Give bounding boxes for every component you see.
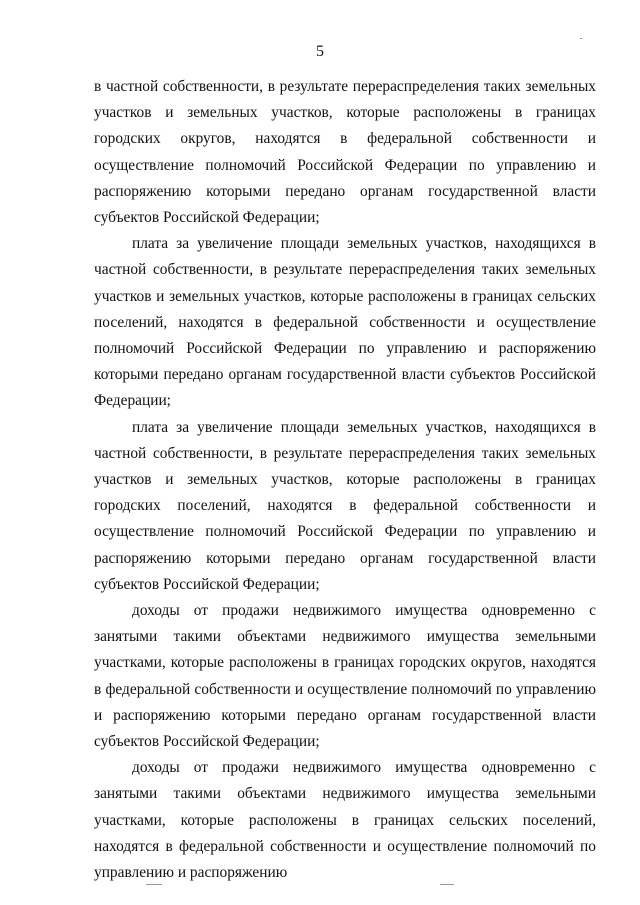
- scan-speck: [440, 884, 454, 885]
- paragraph-continuation: в частной собственности, в результате перераспределения таких земельных участков и земельных участков, которые расположены в границах городских округов, находятся в федеральной собственности и осуществление полномочий Российской Федерации по управлению и распоряжению которыми передано органам государственной власти субъектов Российской Федерации;: [94, 78, 596, 227]
- paragraph-rural-settlements-sale-income: доходы от продажи недвижимого имущества одновременно с занятыми такими объектами недвижимого имущества земельными участками, которые расположены в границах сельских поселений, находятся в федеральной собственности и осуществление полномочий по управлению и распоряжению: [94, 759, 596, 882]
- page-number: 5: [316, 43, 324, 60]
- paragraph-urban-districts-sale-income: доходы от продажи недвижимого имущества одновременно с занятыми такими объектами недвижимого имущества земельными участками, которые расположены в границах городских округов, находятся в федеральной собственности и осуществление полномочий по управлению и распоряжению которыми передано органам государственной власти субъектов Российской Федерации;: [94, 602, 596, 751]
- paragraph-rural-settlements-fee: плата за увеличение площади земельных участков, находящихся в частной собственности, в результате перераспределения таких земельных участков и земельных участков, которые расположены в границах сельских поселений, находятся в федеральной собственности и осуществление полномочий Российской Федерации по управлению и распоряжению которыми передано органам государственной власти субъектов Российской Федерации;: [94, 235, 596, 410]
- document-body: [94, 74, 596, 886]
- scan-speck: [580, 38, 582, 39]
- scan-speck: [146, 884, 162, 885]
- paragraph-urban-settlements-fee: плата за увеличение площади земельных участков, находящихся в частной собственности, в результате перераспределения таких земельных участков и земельных участков, которые расположены в границах городских поселений, находятся в федеральной собственности и осуществление полномочий Российской Федерации по управлению и распоряжению которыми передано органам государственной власти субъектов Российской Федерации;: [94, 418, 596, 593]
